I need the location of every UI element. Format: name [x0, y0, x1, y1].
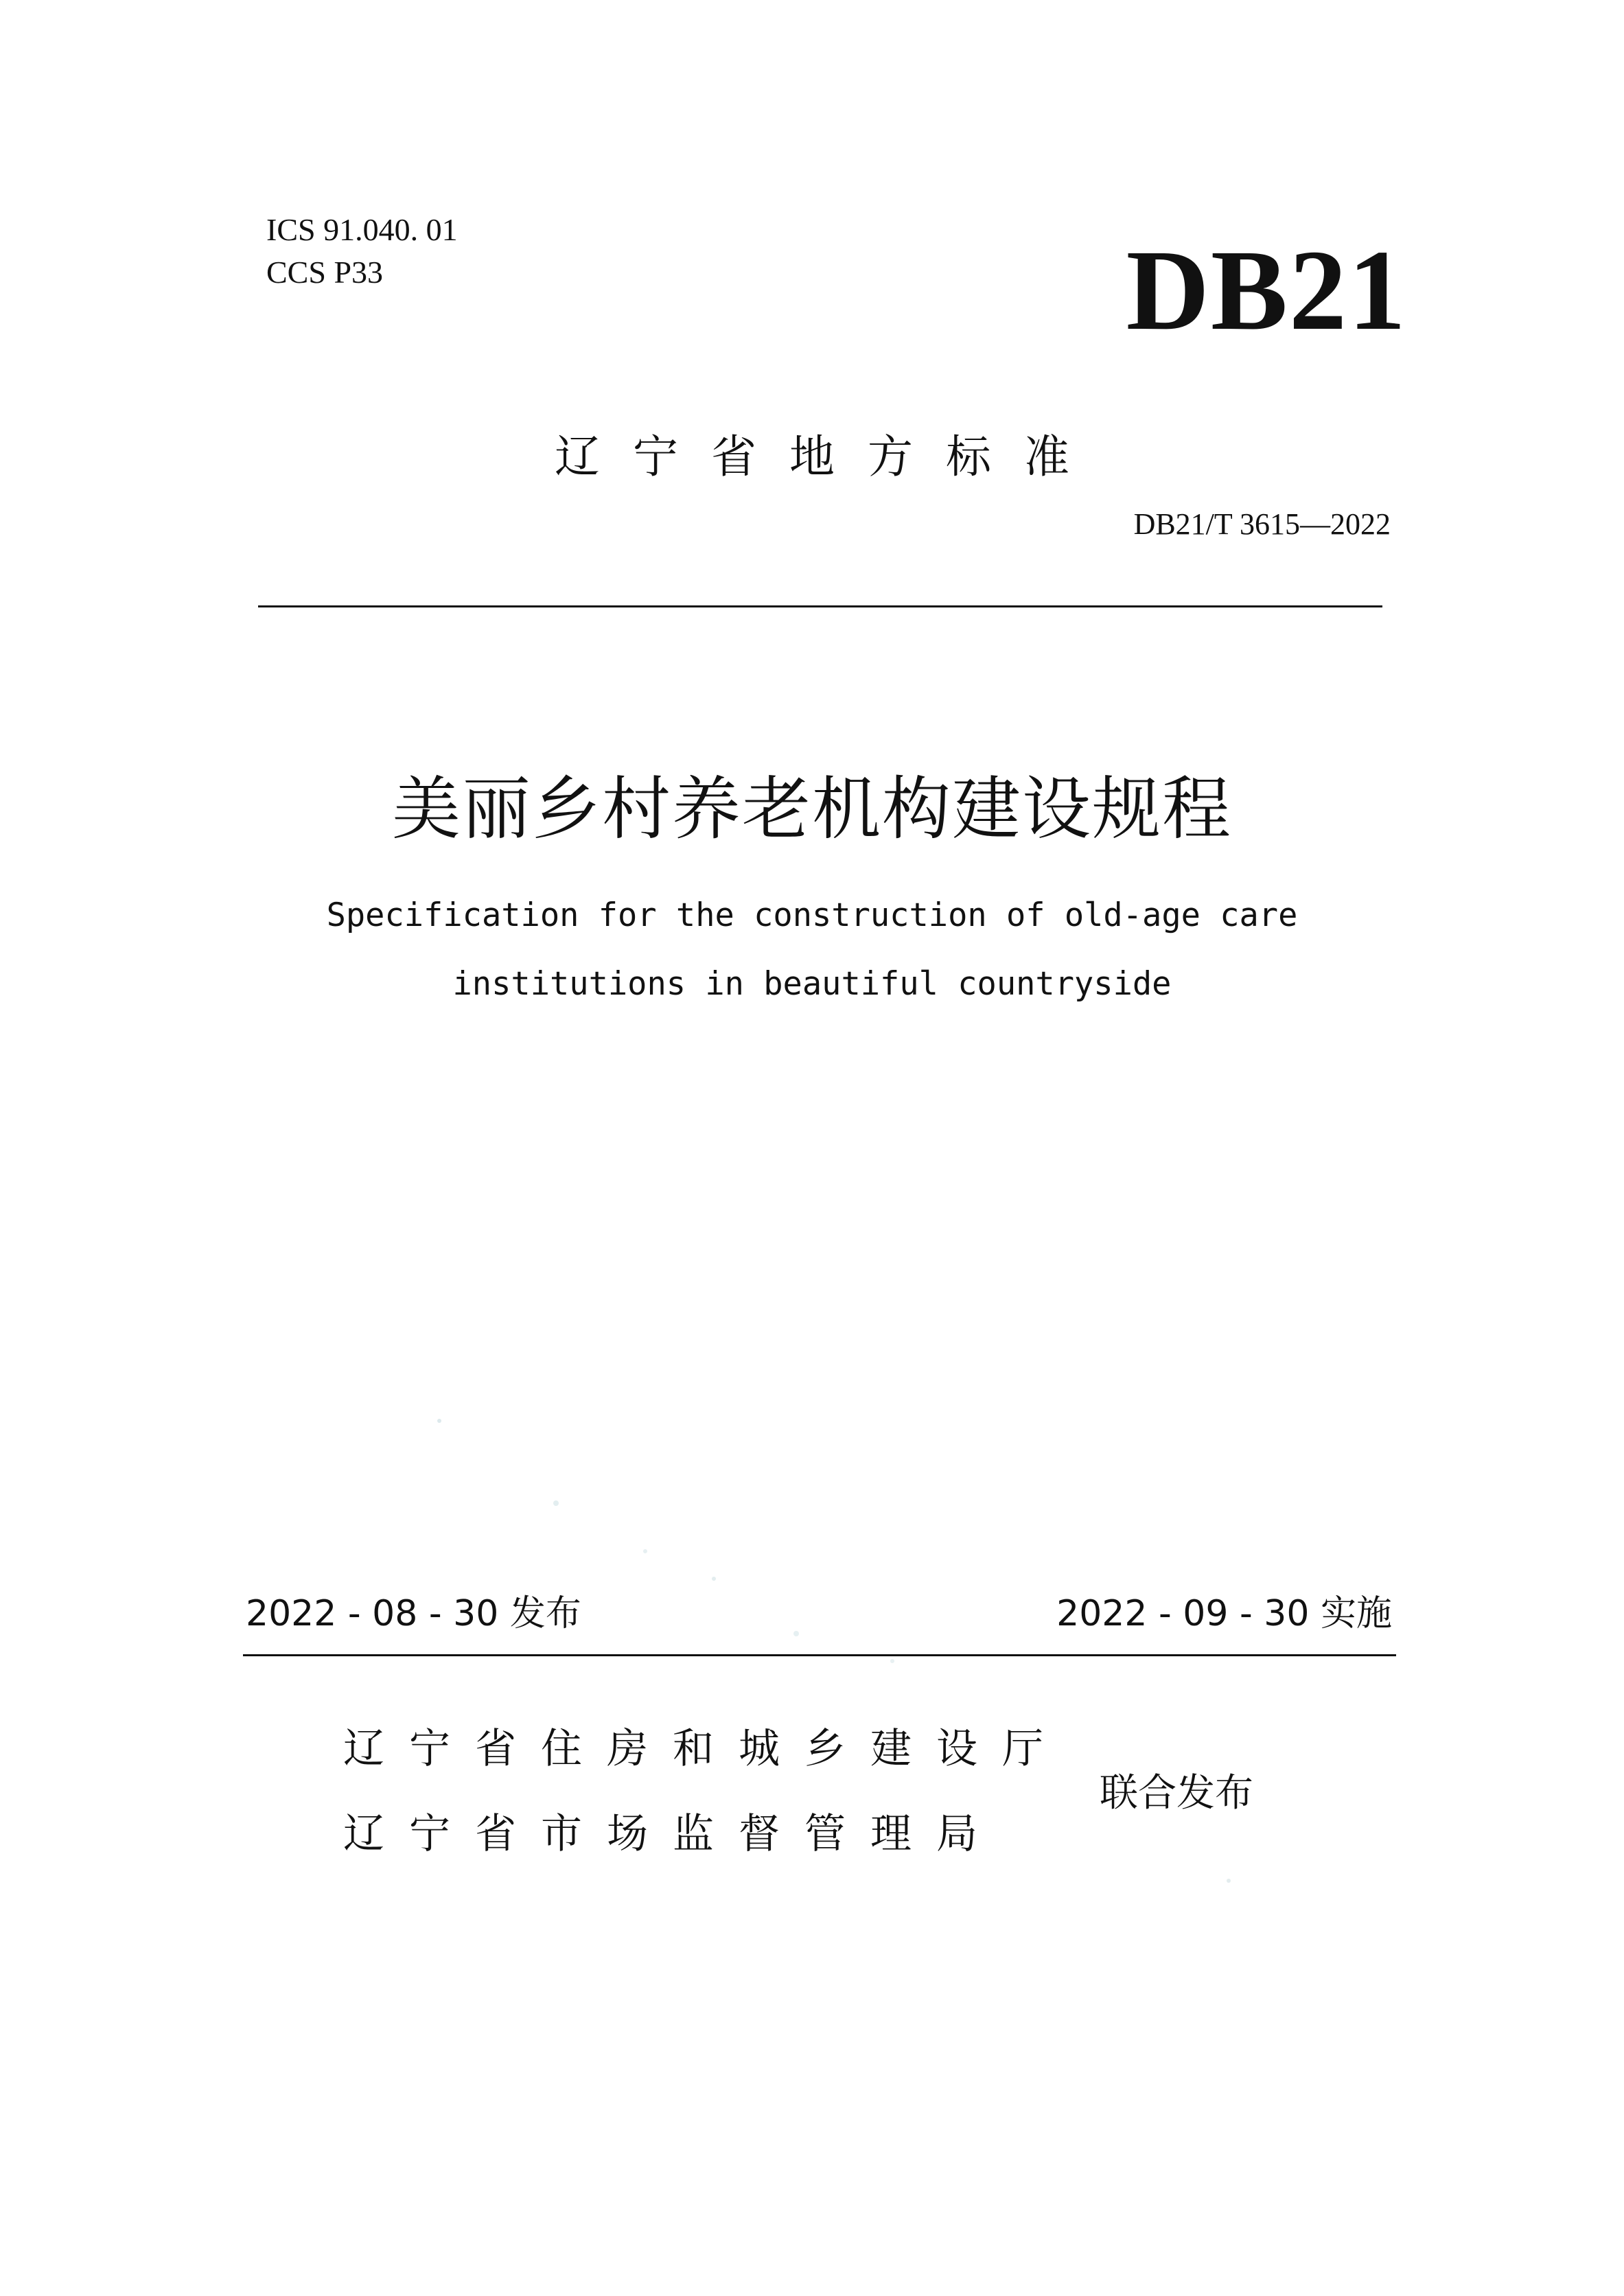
speckle [643, 1549, 647, 1553]
speckle [1227, 1879, 1231, 1883]
issuer-housing-department: 辽宁省住房和城乡建设厅 [343, 1725, 1068, 1773]
title-english-line-2: institutions in beautiful countryside [452, 965, 1172, 1003]
speckle [553, 1500, 559, 1506]
standard-type: 辽宁省地方标准 [555, 430, 1102, 483]
ics-line: ICS 91.040. 01 [266, 212, 458, 247]
title-chinese: 美丽乡村养老机构建设规程 [392, 769, 1232, 849]
publish-date: 2022 - 08 - 30 发布 [246, 1593, 581, 1634]
db-mark: DB21 [1126, 227, 1407, 354]
speckle [793, 1631, 799, 1636]
issuer-market-regulation-bureau: 辽宁省市场监督管理局 [343, 1810, 1002, 1858]
ccs-line: CCS P33 [266, 255, 384, 290]
speckle [437, 1419, 441, 1423]
joint-issue-label: 联合发布 [1100, 1771, 1253, 1816]
standard-number: DB21/T 3615—2022 [1133, 507, 1391, 541]
speckle [712, 1577, 716, 1581]
title-english-line-1: Specification for the construction of old-age care [326, 896, 1298, 934]
speckle [890, 1659, 894, 1663]
implement-date: 2022 - 09 - 30 实施 [1056, 1593, 1392, 1634]
